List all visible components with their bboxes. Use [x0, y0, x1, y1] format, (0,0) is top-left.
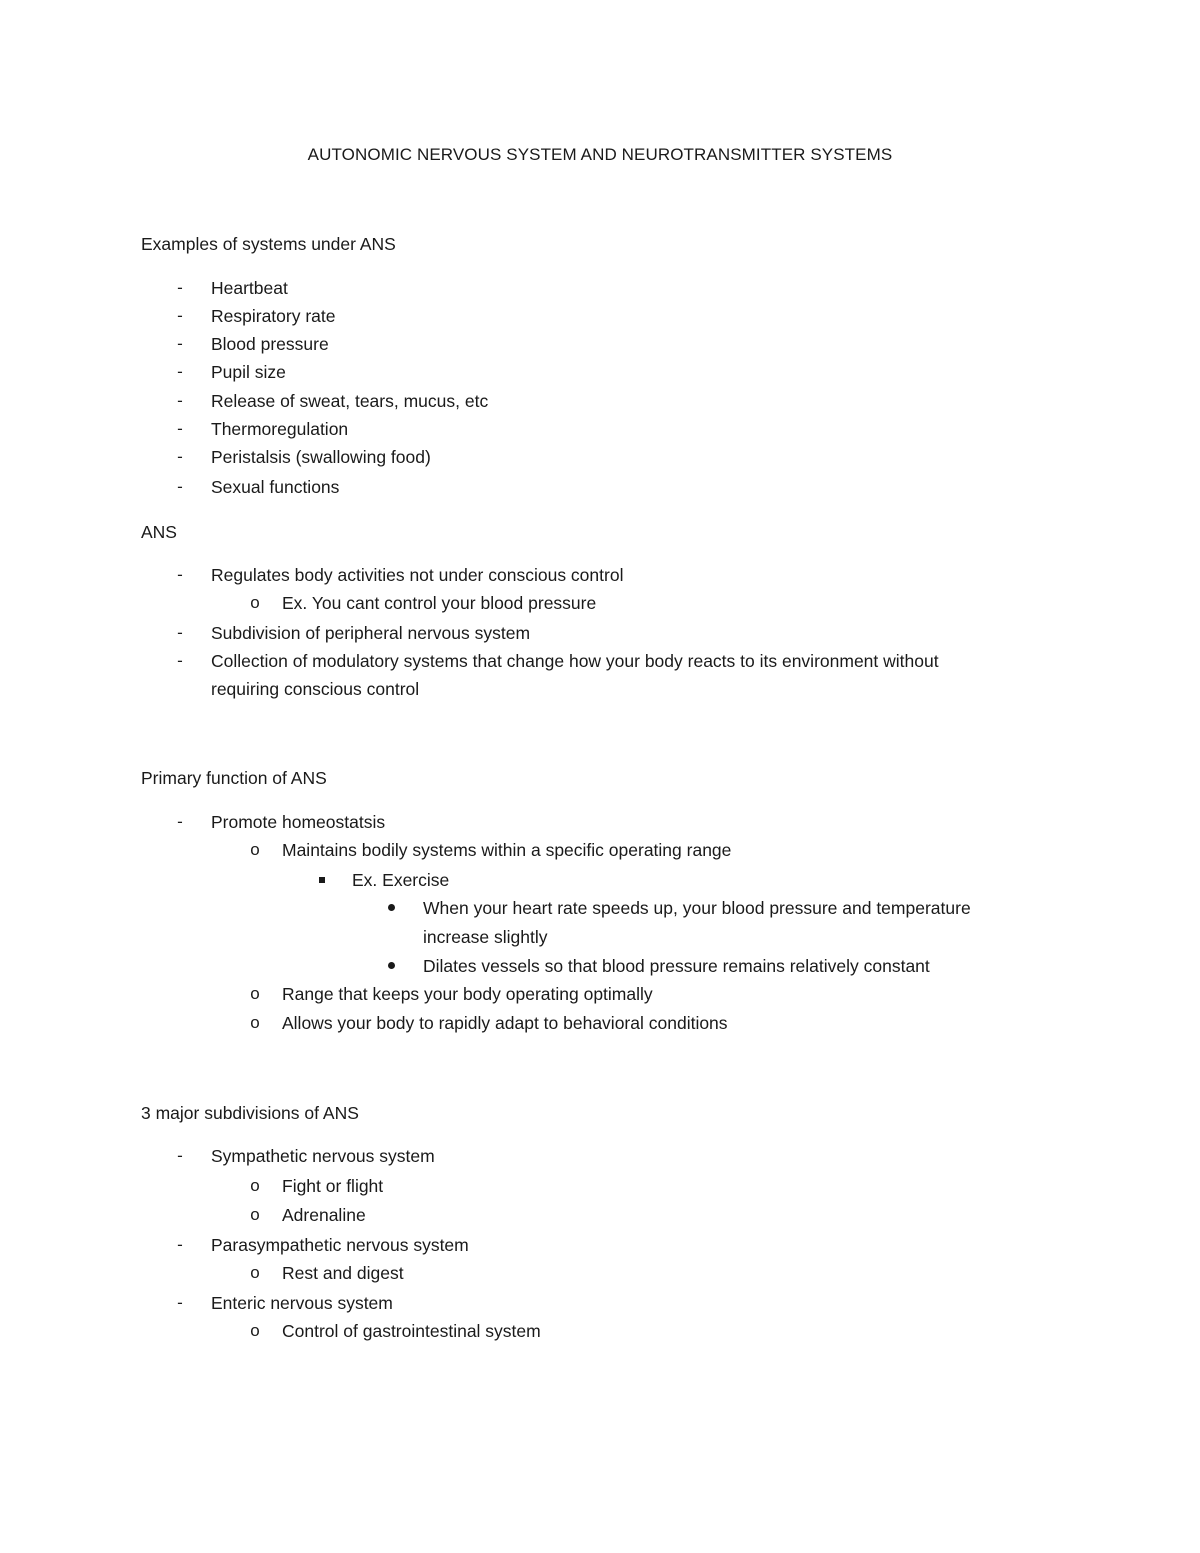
list-item: Dilates vessels so that blood pressure remains relatively constant — [423, 956, 930, 976]
list-item-continuation: requiring conscious control — [211, 679, 420, 699]
list-item: Fight or flight — [282, 1176, 384, 1196]
list-item: Release of sweat, tears, mucus, etc — [211, 391, 489, 411]
list-item: Maintains bodily systems within a specific operating range — [282, 840, 732, 860]
circle-bullet: o — [250, 1176, 260, 1195]
dash-bullet: - — [177, 623, 183, 642]
list-item: Promote homeostatsis — [211, 812, 386, 832]
list-item-continuation: increase slightly — [423, 927, 548, 947]
list-item: Blood pressure — [211, 334, 329, 354]
list-item: Pupil size — [211, 362, 286, 382]
dash-bullet: - — [177, 391, 183, 410]
dash-bullet: - — [177, 306, 183, 325]
dot-bullet — [388, 904, 395, 911]
examples-heading: Examples of systems under ANS — [141, 234, 396, 254]
circle-bullet: o — [250, 840, 260, 859]
list-item: When your heart rate speeds up, your blood pressure and temperature — [423, 898, 971, 918]
circle-bullet: o — [250, 1263, 260, 1282]
dash-bullet: - — [177, 812, 183, 831]
circle-bullet: o — [250, 984, 260, 1003]
dash-bullet: - — [177, 477, 183, 496]
circle-bullet: o — [250, 1205, 260, 1224]
dash-bullet: - — [177, 447, 183, 466]
subdivisions-heading: 3 major subdivisions of ANS — [141, 1103, 359, 1123]
list-item: Control of gastrointestinal system — [282, 1321, 541, 1341]
circle-bullet: o — [250, 1321, 260, 1340]
list-item: Respiratory rate — [211, 306, 336, 326]
list-item: Enteric nervous system — [211, 1293, 393, 1313]
list-item: Heartbeat — [211, 278, 288, 298]
ans-heading: ANS — [141, 522, 177, 542]
list-item: Regulates body activities not under conscious control — [211, 565, 624, 585]
circle-bullet: o — [250, 593, 260, 612]
dash-bullet: - — [177, 334, 183, 353]
list-item: Peristalsis (swallowing food) — [211, 447, 431, 467]
list-item: Thermoregulation — [211, 419, 349, 439]
dot-bullet — [388, 962, 395, 969]
dash-bullet: - — [177, 1235, 183, 1254]
list-item: Subdivision of peripheral nervous system — [211, 623, 531, 643]
document-title: AUTONOMIC NERVOUS SYSTEM AND NEUROTRANSMITTER SYSTEMS — [307, 145, 893, 164]
primary-function-heading: Primary function of ANS — [141, 768, 327, 788]
dash-bullet: - — [177, 565, 183, 584]
dash-bullet: - — [177, 278, 183, 297]
list-item: Collection of modulatory systems that change how your body reacts to its environment without — [211, 651, 939, 671]
list-item: Ex. Exercise — [352, 870, 450, 890]
dash-bullet: - — [177, 419, 183, 438]
dash-bullet: - — [177, 362, 183, 381]
list-item: Rest and digest — [282, 1263, 404, 1283]
dash-bullet: - — [177, 1146, 183, 1165]
list-item: Ex. You cant control your blood pressure — [282, 593, 597, 613]
list-item: Parasympathetic nervous system — [211, 1235, 469, 1255]
dash-bullet: - — [177, 1293, 183, 1312]
list-item: Sympathetic nervous system — [211, 1146, 435, 1166]
list-item: Adrenaline — [282, 1205, 366, 1225]
list-item: Sexual functions — [211, 477, 340, 497]
circle-bullet: o — [250, 1013, 260, 1032]
list-item: Range that keeps your body operating optimally — [282, 984, 653, 1004]
square-bullet — [319, 877, 325, 883]
list-item: Allows your body to rapidly adapt to behavioral conditions — [282, 1013, 728, 1033]
dash-bullet: - — [177, 651, 183, 670]
